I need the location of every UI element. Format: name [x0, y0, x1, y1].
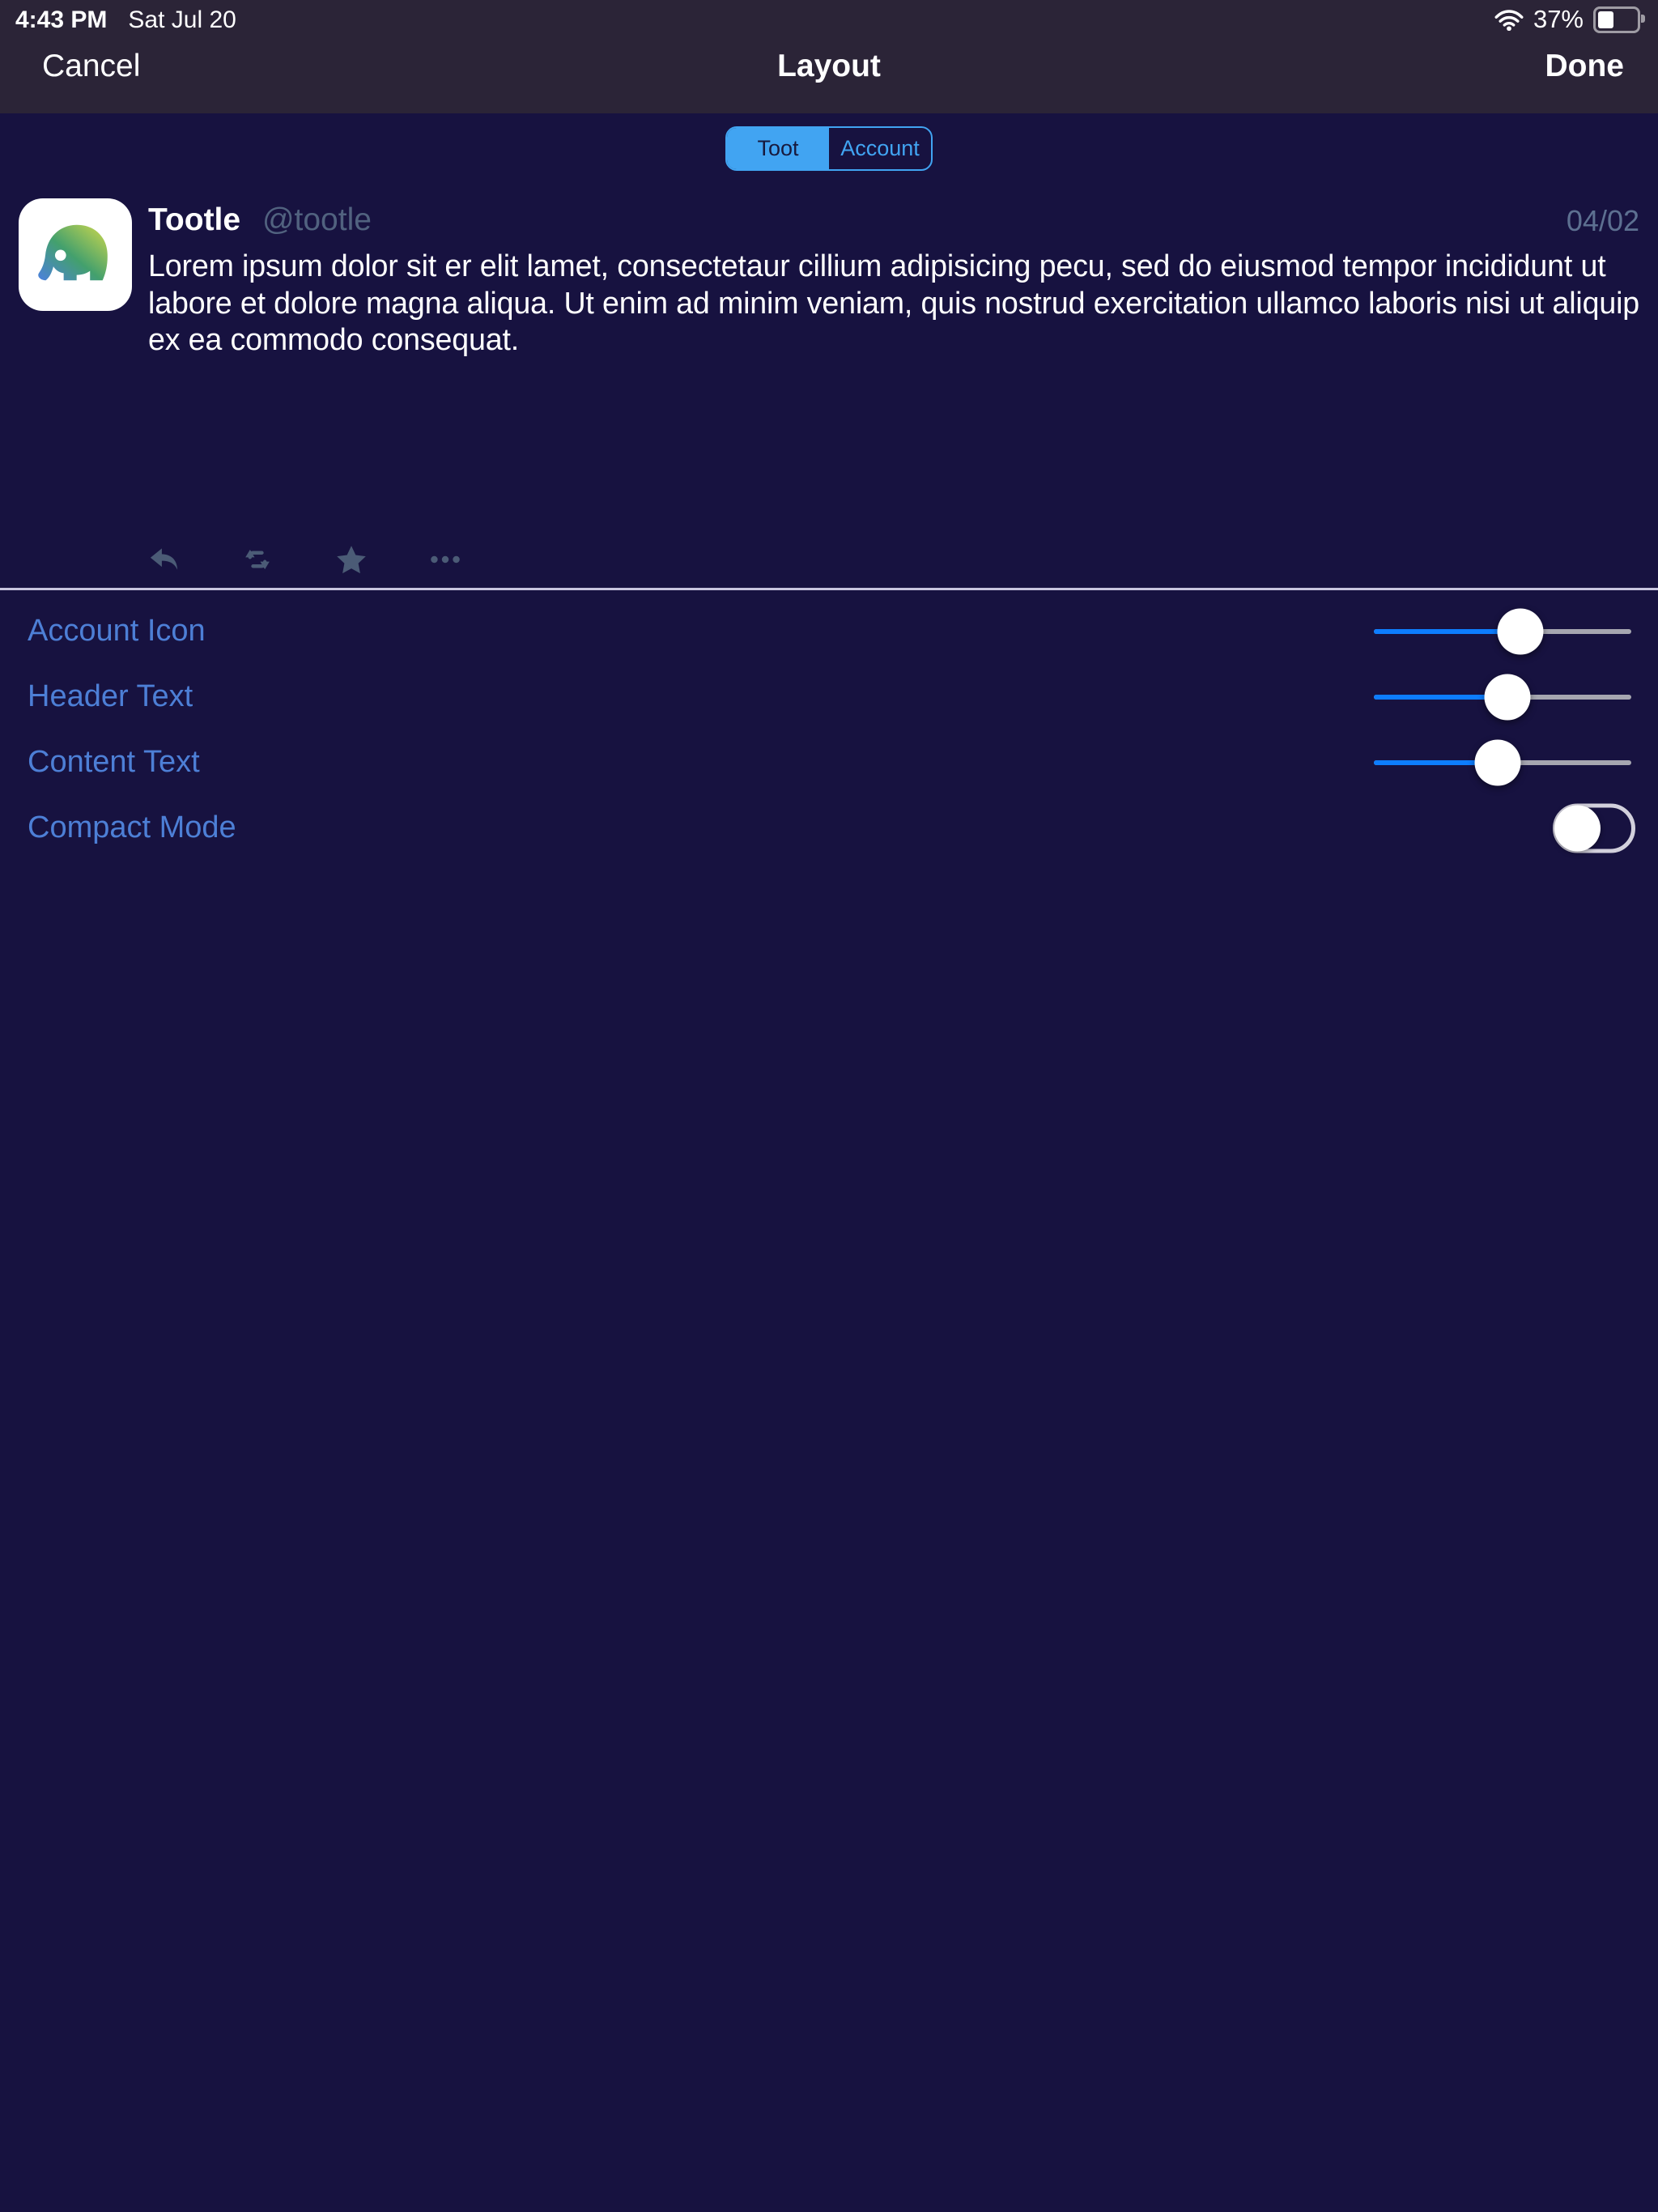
- toot-timestamp: 04/02: [1566, 204, 1639, 237]
- page-title: Layout: [777, 49, 881, 83]
- battery-nub: [1641, 15, 1645, 23]
- favorite-icon: [334, 542, 369, 577]
- settings-row-account-icon: [0, 598, 1658, 664]
- battery-percent: 37%: [1533, 5, 1584, 33]
- settings-row-compact-mode: [0, 795, 1658, 861]
- toot-actions: [146, 542, 463, 577]
- toggle-knob[interactable]: [1554, 805, 1601, 851]
- tootle-elephant-logo: [32, 210, 118, 300]
- preview-mode-segmented-control: [725, 126, 933, 171]
- more-icon: [427, 542, 463, 577]
- reply-icon: [146, 542, 181, 577]
- top-chrome: [0, 0, 1658, 113]
- toot-content: Lorem ipsum dolor sit er elit lamet, consectetaur cillium adipisicing pecu, sed do eiusmod tempor incididunt ut labore et dolore magna aliqua. Ut enim ad minim veniam, quis nostrud exercitation ullamco laboris nisi ut aliquip ex ea commodo consequat.: [148, 249, 1640, 356]
- slider-thumb[interactable]: [1498, 608, 1544, 654]
- avatar: [19, 198, 132, 311]
- header-text-slider[interactable]: [1374, 674, 1631, 721]
- done-button[interactable]: Done: [1545, 49, 1624, 83]
- status-time: 4:43 PM: [15, 6, 108, 33]
- cancel-button[interactable]: Cancel: [42, 49, 141, 83]
- battery-fill: [1598, 11, 1613, 28]
- status-date: Sat Jul 20: [128, 6, 236, 33]
- segment-account[interactable]: Account: [829, 128, 931, 169]
- settings-list: [0, 598, 1658, 861]
- status-bar-left: [15, 6, 236, 34]
- battery-icon: [1593, 6, 1640, 33]
- account-icon-slider[interactable]: [1374, 608, 1631, 655]
- wifi-icon: [1494, 9, 1524, 31]
- boost-icon: [240, 542, 275, 577]
- settings-label-content-text: Content Text: [28, 745, 200, 779]
- settings-row-content-text: [0, 730, 1658, 795]
- settings-label-compact-mode: Compact Mode: [28, 810, 236, 844]
- settings-row-header-text: [0, 664, 1658, 730]
- slider-thumb[interactable]: [1485, 674, 1531, 720]
- segment-toot[interactable]: Toot: [727, 128, 829, 169]
- settings-label-account-icon: Account Icon: [28, 614, 206, 648]
- content-text-slider[interactable]: [1374, 739, 1631, 786]
- separator: [0, 588, 1658, 590]
- compact-mode-toggle[interactable]: [1553, 803, 1635, 853]
- display-name: Tootle: [148, 202, 241, 237]
- account-handle: @tootle: [261, 202, 372, 237]
- settings-label-header-text: Header Text: [28, 679, 193, 713]
- slider-thumb[interactable]: [1474, 739, 1520, 785]
- toot-header: [148, 202, 1639, 238]
- status-bar-right: [1494, 5, 1647, 34]
